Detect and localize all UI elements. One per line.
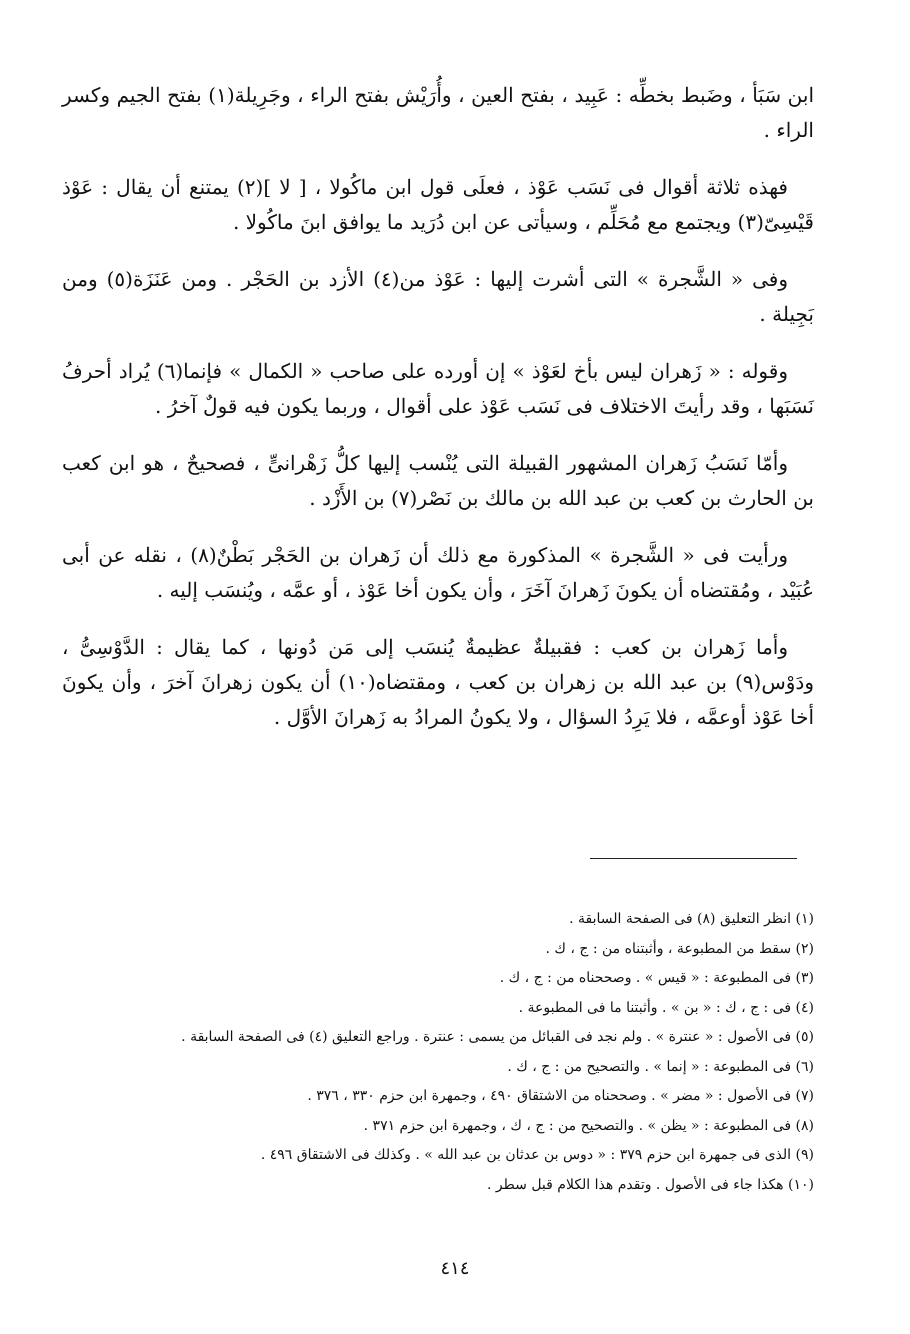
paragraph-7: وأما زَهران بن كعب : فقبيلةٌ عظيمةٌ يُنسَب إلى مَن دُونها ، كما يقال : الدَّوْسِىُّ ، ودَوْس(٩) بن عبد الله بن زهران بن كعب ، ومقتضاه(١٠) أن يكون زهرانَ آخرَ ، وأن يكونَ أخا عَوْذ أوعمَّه ، فلا يَرِدُ السؤال ، ولا يكونُ المرادُ به زَهرانَ الأوَّل . [62,635,814,729]
paragraph-5: وأمّا نَسَبُ زَهران المشهور القبيلة التى يُنْسب إليها كلُّ زَهْرانىٍّ ، فصحيحٌ ، هو ابن كعب بن الحارث بن كعب بن عبد الله بن مالك بن نَصْر(٧) بن الأَزْد . [62,451,814,510]
paragraph-6: ورأيت فى « الشَّجرة » المذكورة مع ذلك أن زَهران بن الحَجْر بَطْنٌ(٨) ، نقله عن أبى عُبَيْد ، ومُقتضاه أن يكونَ زَهرانَ آخَرَ ، وأن يكون أخا عَوْذ ، أو عمَّه ، ويُنسَب إليه . [62,543,814,602]
footnote-4: (٤) فى : ج ، ك : « بن » . وأثبتنا ما فى المطبوعة . [518,999,814,1016]
footnote-10: (١٠) هكذا جاء فى الأصول . وتقدم هذا الكلام قبل سطر . [487,1176,814,1193]
page-number: ٤١٤ [440,1258,470,1279]
footnote-5: (٥) فى الأصول : « عنترة » . ولم نجد فى القبائل من يسمى : عنترة . وراجع التعليق (٤) فى الصفحة السابقة . [181,1029,814,1045]
footnote-7: (٧) فى الأصول : « مضر » . وصححناه من الاشتقاق ٤٩٠ ، وجمهرة ابن حزم ٣٣٠ ، ٣٧٦ . [307,1088,814,1104]
paragraph-1: ابن سَبَأ ، وضَبط بخطِّه : عَبِيد ، بفتح العين ، وأُرَيْش بفتح الراء ، وجَرِيلة(١) بفتح الجيم وكسر الراء . [62,83,815,142]
footnote-1: (١) انظر التعليق (٨) فى الصفحة السابقة . [569,911,814,927]
footnote-3: (٣) فى المطبوعة : « قيس » . وصححناه من : ج ، ك . [499,970,814,986]
footnote-2: (٢) سقط من المطبوعة ، وأثبتناه من : ج ، ك . [545,940,814,957]
paragraph-3: وفى « الشَّجرة » التى أشرت إليها : عَوْذ من(٤) الأزد بن الحَجْر . ومن عَنَزَة(٥) ومن بَجِيلة . [62,267,814,326]
main-text [62,78,814,757]
footnote-8: (٨) فى المطبوعة : « يظن » . والتصحيح من : ج ، ك ، وجمهرة ابن حزم ٣٧١ . [363,1117,814,1134]
paragraph-2: فهذه ثلاثة أقوال فى نَسَب عَوْذ ، فعلَى قول ابن ماكُولا ، [ لا ](٢) يمتنع أن يقال : عَوْذ قَيْسِىّ(٣) ويجتمع مع مُحَلِّم ، وسيأتى عن ابن دُرَيد ما يوافق ابنَ ماكُولا . [62,175,814,234]
footnotes [62,905,814,1200]
footnote-6: (٦) فى المطبوعة : « إنما » . والتصحيح من : ج ، ك . [507,1058,814,1075]
footnote-9: (٩) الذى فى جمهرة ابن حزم ٣٧٩ : « دوس بن عدثان بن عبد الله » . وكذلك فى الاشتقاق ٤٩٦ . [260,1147,814,1163]
paragraph-4: وقوله : « زَهران ليس بأخ لعَوْذ » إن أورده على صاحب « الكمال » فإنما(٦) يُراد أحرفُ نَسَبَها ، وقد رأيتَ الاختلاف فى نَسَب عَوْذ على أقوال ، وربما يكون فيه قولٌ آخرُ . [62,359,814,418]
footnote-separator [590,858,797,859]
